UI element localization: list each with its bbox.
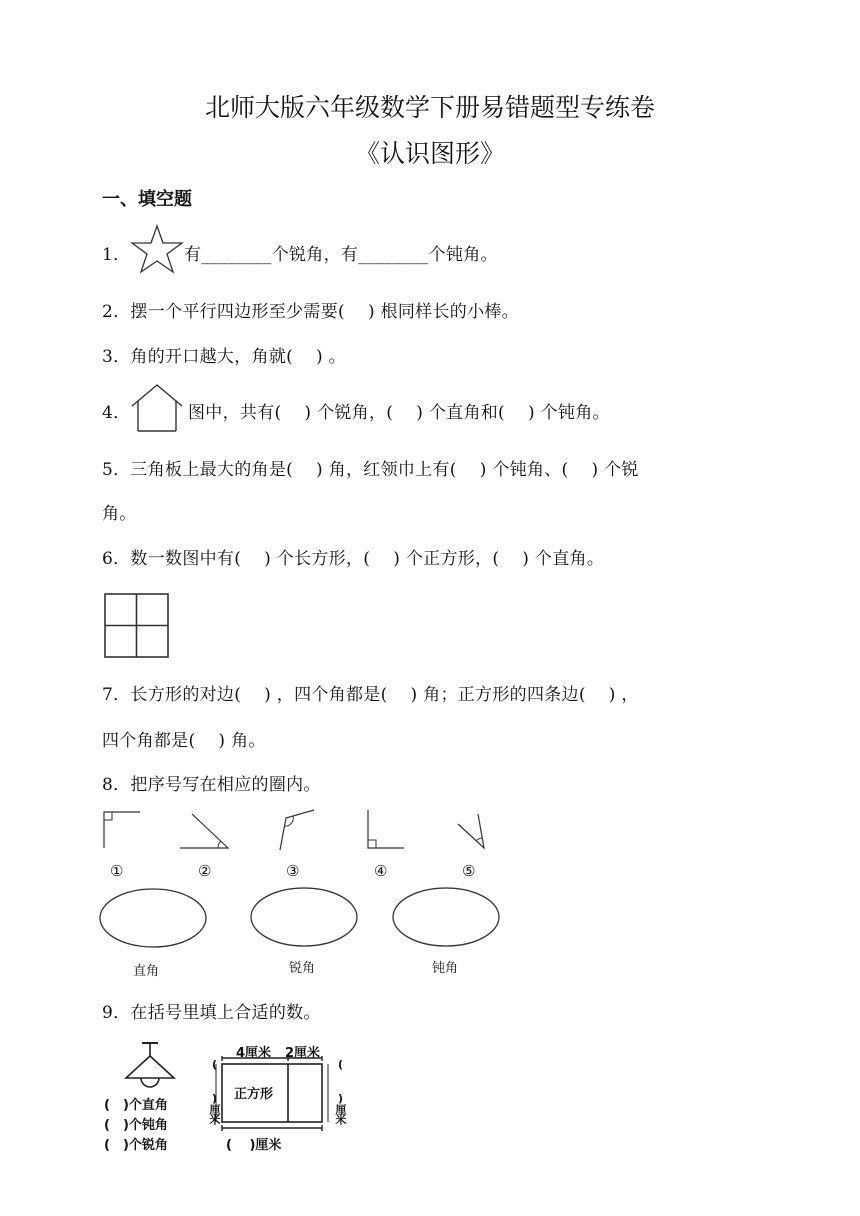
house-icon [128,383,186,433]
angle-label-3: ③ [286,862,300,880]
angle-label-1: ① [110,862,124,880]
angle-figures [100,808,500,853]
q8-text: 8．把序号写在相应的圈内。 [102,775,321,795]
q6-text: 6．数一数图中有( ) 个长方形，( ) 个正方形，( ) 个直角。 [102,549,605,569]
q1-text: 有________个锐角，有________个钝角。 [184,245,498,265]
dim-2cm: 2厘米 [285,1046,321,1061]
bottom-dim: ( )厘米 [226,1138,282,1153]
q3-text: 3．角的开口越大，角就( ) 。 [102,347,346,367]
angle-label-2: ② [198,862,212,880]
q4-text: 图中，共有( ) 个锐角，( ) 个直角和( ) 个钝角。 [188,403,610,423]
q4-number: 4． [102,403,131,423]
grid-figure [104,593,170,659]
q7-text-line1: 7．长方形的对边( ) ，四个角都是( ) 角；正方形的四条边( ) ， [102,685,639,705]
lamp-icon [124,1040,180,1092]
lamp-acute-angle-line: ( )个锐角 [104,1138,168,1153]
lamp-obtuse-angle-line: ( )个钝角 [104,1118,168,1133]
section-heading: 一、填空题 [102,189,192,210]
q5-text-line2: 角。 [102,504,137,524]
q1-number: 1． [102,245,131,265]
angle-label-4: ④ [374,862,388,880]
lamp-right-angle-line: ( )个直角 [104,1098,168,1113]
circle-label-obtuse-angle: 钝角 [432,961,459,976]
angle-1-figure [104,812,140,848]
star-icon [130,224,184,274]
angle-2-figure [180,814,228,848]
square-label: 正方形 [234,1087,274,1102]
angle-3-figure [280,810,314,850]
q5-text-line1: 5．三角板上最大的角是( ) 角，红领巾上有( ) 个钝角、( ) 个锐 [102,460,639,480]
side-dim-left: ( )厘米 [208,1058,221,1124]
circle-label-right-angle: 直角 [133,964,160,979]
dim-4cm: 4厘米 [236,1046,272,1061]
side-dim-right: ( )厘米 [334,1058,347,1124]
angle-label-5: ⑤ [462,862,476,880]
sorting-circles [96,885,506,951]
angle-4-figure [368,810,404,848]
q7-text-line2: 四个角都是( ) 角。 [102,731,266,751]
page-title: 北师大版六年级数学下册易错题型专练卷 [204,93,655,122]
q9-text: 9．在括号里填上合适的数。 [102,1003,321,1023]
circle-label-acute-angle: 锐角 [289,961,316,976]
angle-5-figure [458,814,484,848]
q2-text: 2．摆一个平行四边形至少需要( ) 根同样长的小棒。 [102,302,519,322]
page-subtitle: 《认识图形》 [354,139,505,168]
